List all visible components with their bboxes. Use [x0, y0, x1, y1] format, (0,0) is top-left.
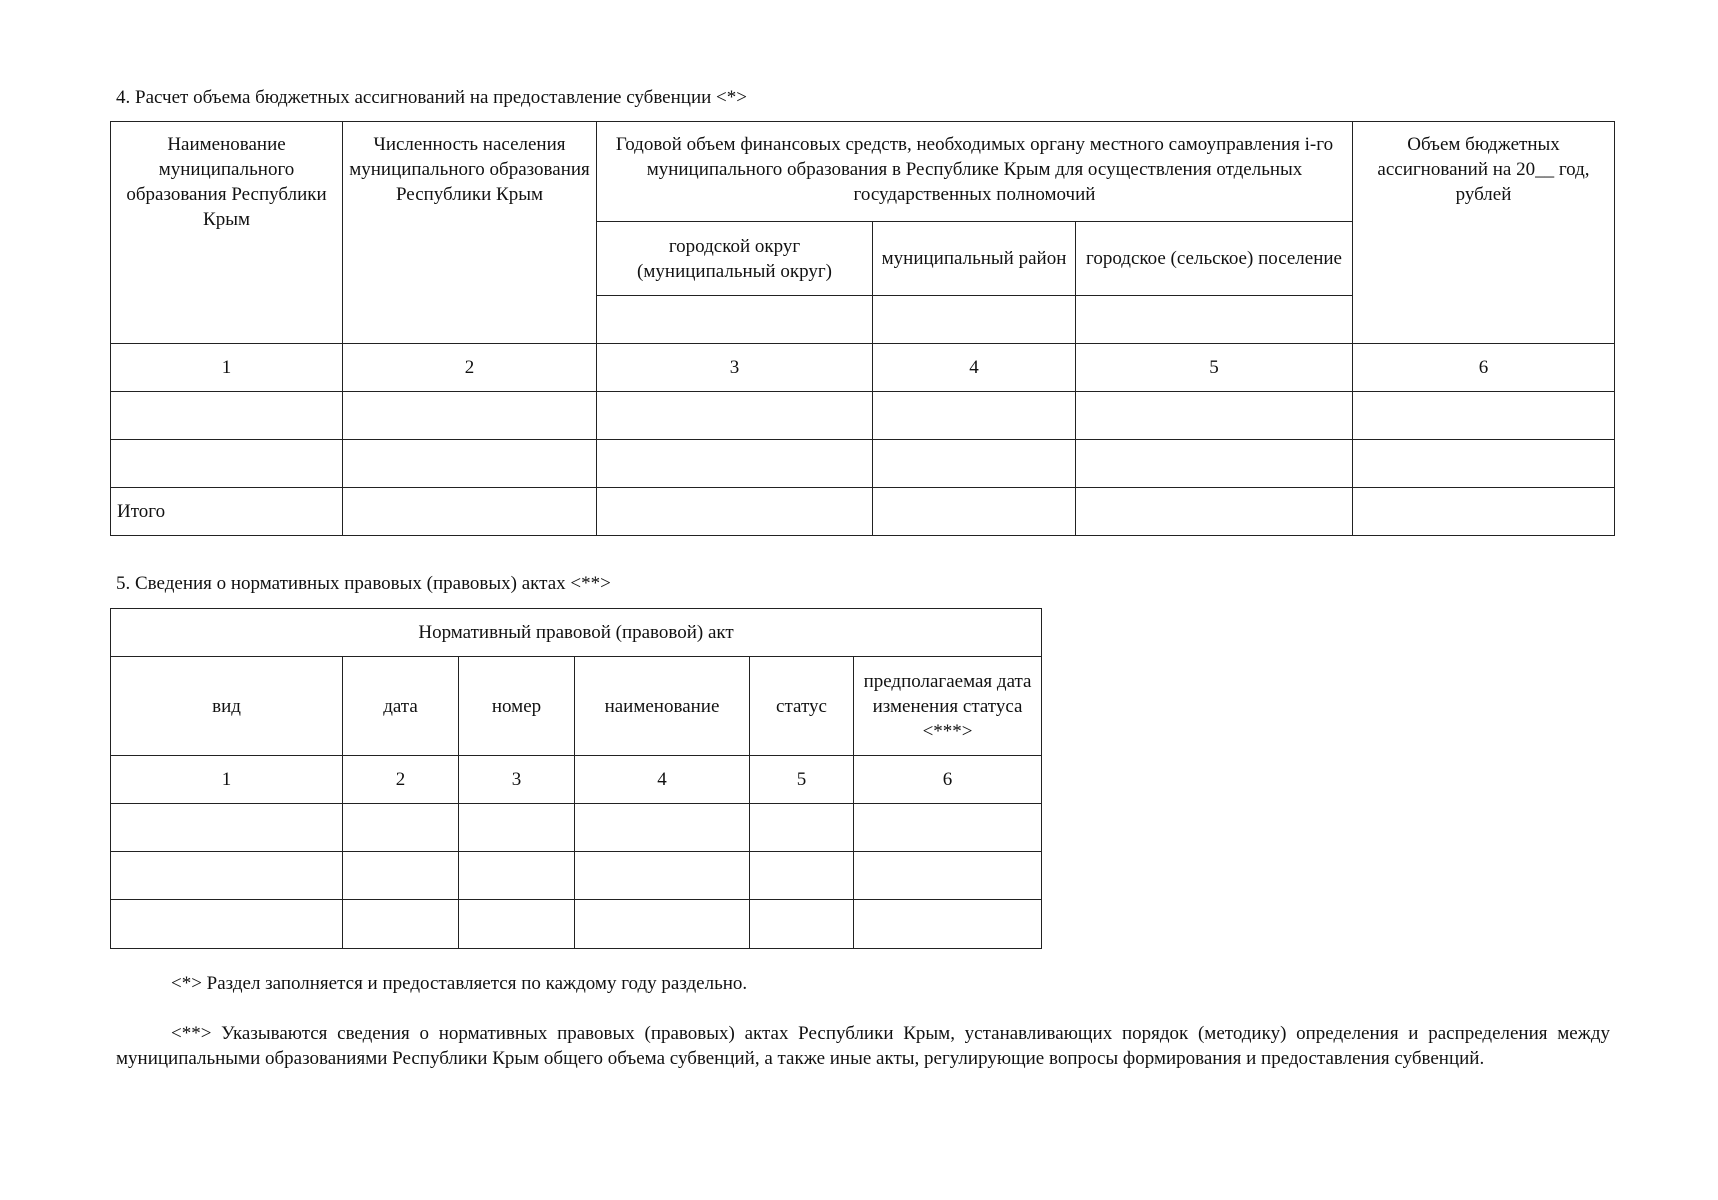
- column-numbers-row: [111, 344, 1615, 392]
- column-number: 2: [343, 756, 459, 804]
- table-cell: [854, 900, 1042, 949]
- header-status: статус: [750, 657, 854, 756]
- legal-acts-table: [110, 608, 1042, 949]
- table-cell: [750, 900, 854, 949]
- table-cell: [343, 392, 597, 440]
- total-label: Итого: [111, 488, 343, 536]
- table-cell: [873, 392, 1076, 440]
- table-cell: [343, 488, 597, 536]
- table-cell: [873, 488, 1076, 536]
- table-row: [111, 900, 1042, 949]
- table-cell: [111, 804, 343, 852]
- table-row: [111, 804, 1042, 852]
- budget-calculation-table: [110, 121, 1615, 536]
- column-numbers-row: [111, 756, 1042, 804]
- column-number: 2: [343, 344, 597, 392]
- table-row: [111, 852, 1042, 900]
- table-cell: [459, 900, 575, 949]
- subheader-municipal-district: муниципальный район: [873, 222, 1076, 296]
- table-cell: [597, 488, 873, 536]
- table-cell: [343, 440, 597, 488]
- subheader-city-district: городской округ (муниципальный округ): [597, 222, 873, 296]
- table-cell: [873, 296, 1076, 344]
- table-cell: [597, 296, 873, 344]
- table-cell: [873, 440, 1076, 488]
- table-cell: [343, 852, 459, 900]
- column-number: 4: [575, 756, 750, 804]
- header-type: вид: [111, 657, 343, 756]
- column-number: 5: [750, 756, 854, 804]
- table-cell: [1353, 440, 1615, 488]
- column-number: 3: [459, 756, 575, 804]
- header-municipality-name: Наименование муниципального образования Республики Крым: [111, 122, 343, 344]
- footnote-2: [116, 1021, 1610, 1071]
- table-cell: [1076, 488, 1353, 536]
- section5-title: 5. Сведения о нормативных правовых (правовых) актах <**>: [116, 573, 611, 594]
- footnote-2-text: <**> Указываются сведения о нормативных правовых (правовых) актах Республики Крым, устанавливающих порядок (методику) определения и распределения между муниципальными образованиями Республики Крым общего объема субвенций, а также иные акты, регулирующие вопросы формирования и предоставления субвенций.: [116, 1023, 1610, 1069]
- header-annual-volume: Годовой объем финансовых средств, необходимых органу местного самоуправления i-го муниципального образования в Республике Крым для осуществления отдельных государственных полномочий: [597, 122, 1353, 222]
- header-population: Численность населения муниципального образования Республики Крым: [343, 122, 597, 344]
- table-cell: [343, 900, 459, 949]
- table-cell: [854, 852, 1042, 900]
- table-cell: [459, 804, 575, 852]
- table-cell: [1076, 392, 1353, 440]
- header-date: дата: [343, 657, 459, 756]
- table-cell: [1353, 392, 1615, 440]
- table-row: [111, 440, 1615, 488]
- header-budget-volume: Объем бюджетных ассигнований на 20__ год, рублей: [1353, 122, 1615, 344]
- table-cell: [1353, 488, 1615, 536]
- table-cell: [111, 392, 343, 440]
- table-cell: [1076, 440, 1353, 488]
- footnote-1-text: <*> Раздел заполняется и предоставляется по каждому году раздельно.: [171, 973, 748, 994]
- table-cell: [459, 852, 575, 900]
- header-legal-act: Нормативный правовой (правовой) акт: [111, 609, 1042, 657]
- column-number: 4: [873, 344, 1076, 392]
- header-status-change-date: предполагаемая дата изменения статуса <***>: [854, 657, 1042, 756]
- table-cell: [111, 852, 343, 900]
- table-cell: [575, 804, 750, 852]
- table-cell: [854, 804, 1042, 852]
- table-cell: [575, 852, 750, 900]
- column-number: 5: [1076, 344, 1353, 392]
- column-number: 6: [1353, 344, 1615, 392]
- table-cell: [597, 440, 873, 488]
- total-row: [111, 488, 1615, 536]
- table-cell: [111, 440, 343, 488]
- column-number: 1: [111, 756, 343, 804]
- column-number: 1: [111, 344, 343, 392]
- table-cell: [1076, 296, 1353, 344]
- table-cell: [575, 900, 750, 949]
- subheader-settlement: городское (сельское) поселение: [1076, 222, 1353, 296]
- header-name: наименование: [575, 657, 750, 756]
- table-cell: [750, 804, 854, 852]
- section4-title: 4. Расчет объема бюджетных ассигнований на предоставление субвенции <*>: [116, 87, 747, 108]
- legal-acts-header-row: [111, 657, 1042, 756]
- table-cell: [750, 852, 854, 900]
- header-number: номер: [459, 657, 575, 756]
- table-cell: [597, 392, 873, 440]
- table-cell: [343, 804, 459, 852]
- table-row: [111, 392, 1615, 440]
- column-number: 3: [597, 344, 873, 392]
- column-number: 6: [854, 756, 1042, 804]
- table-cell: [111, 900, 343, 949]
- footnote-1: [116, 971, 1610, 996]
